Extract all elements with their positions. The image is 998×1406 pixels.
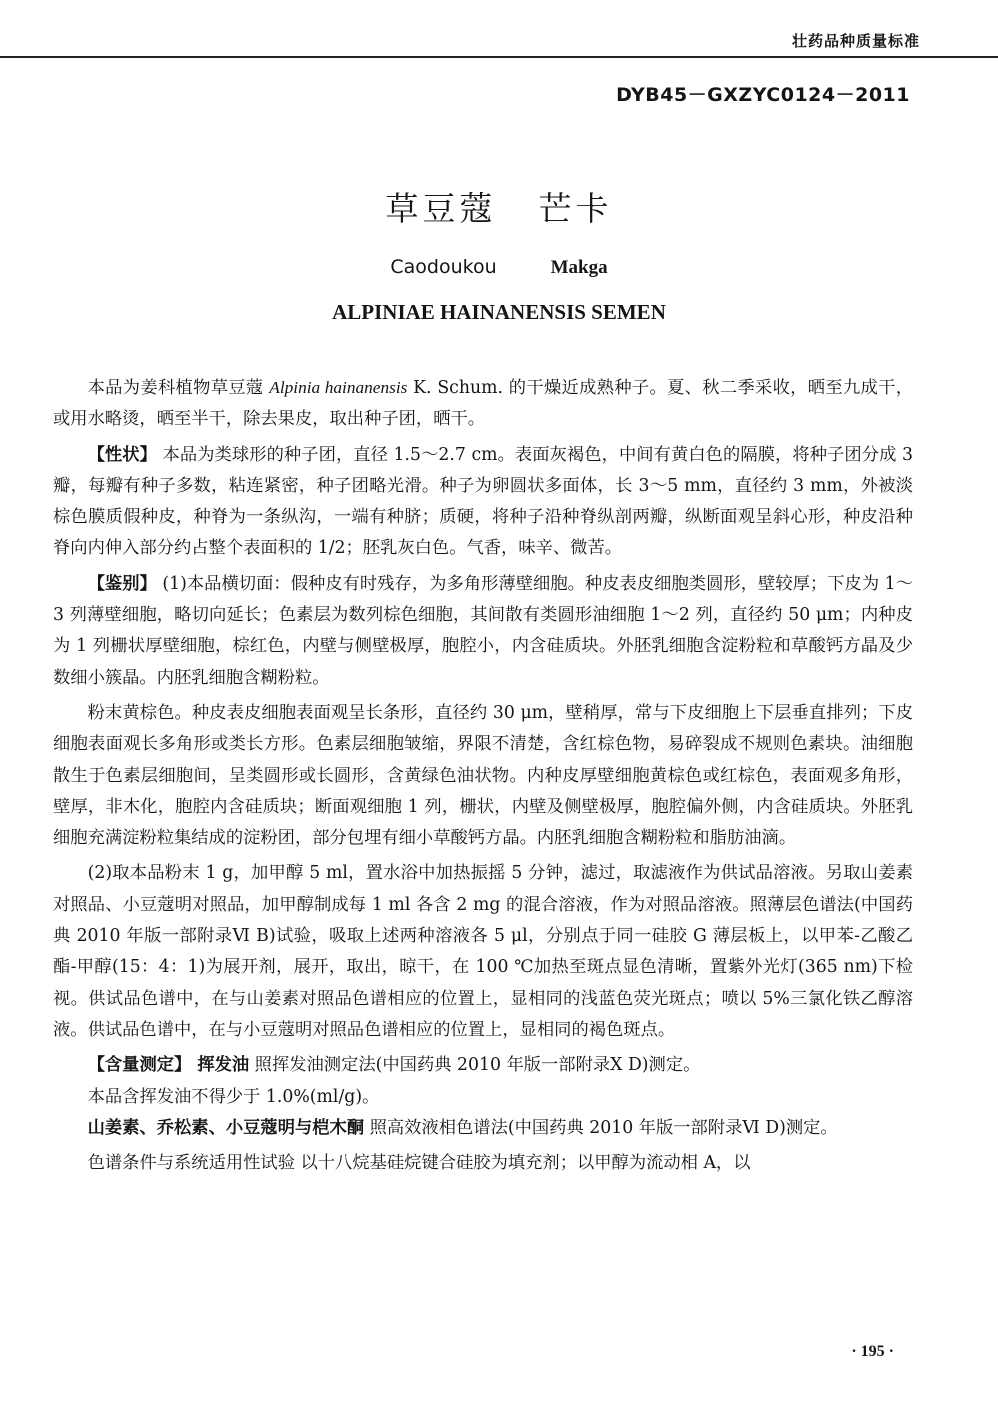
identification-paragraph-1: 【鉴别】 (1)本品横切面：假种皮有时残存，为多角形薄壁细胞。种皮表皮细胞类圆形，壁较厚；下皮为 1～3 列薄壁细胞，略切向延长；色素层为数列棕色细胞，其间散有类圆形油细胞 1～2 列，直径约 50 μm；内种皮为 1 列栅状厚壁细胞，棕红色，内壁与侧壁极厚，胞腔小，内含硅质块。外胚乳细胞含淀粉粒和草酸钙方晶及少数细小簇晶。内胚乳细胞含糊粉粒。 [53, 573, 913, 688]
title-zhuang: 芒卡 [538, 189, 613, 228]
assay-hplc-heading: 山姜素、乔松素、小豆蔻明与桤木酮 [87, 1117, 365, 1138]
page-header [0, 0, 998, 58]
title-chinese: 草豆蔻 [385, 189, 497, 228]
identification-heading: 【鉴别】 [87, 573, 157, 594]
title-zhuang-roman: Makga [550, 257, 608, 278]
assay-heading: 【含量测定】 [87, 1055, 192, 1076]
header-rule [0, 56, 998, 58]
chromatographic-conditions-heading: 色谱条件与系统适用性试验 [87, 1153, 295, 1174]
assay-limit: 本品含挥发油不得少于 1.0%(ml/g)。 [87, 1086, 380, 1107]
intro-paragraph: 本品为姜科植物草豆蔻 Alpinia hainanensis K. Schum. 的干燥近成熟种子。夏、秋二季采收，晒至九成干，或用水略烫，晒至半干，除去果皮，取出种子团，晒干。 [53, 378, 913, 430]
title-pinyin: Caodoukou [390, 256, 497, 278]
page-number: · 195 · [851, 1343, 894, 1360]
identification-paragraph-3: (2)取本品粉末 1 g，加甲醇 5 ml，置水浴中加热振摇 5 分钟，滤过，取滤液作为供试品溶液。另取山姜素对照品、小豆蔻明对照品，加甲醇制成每 1 ml 各含 2 mg 的混合溶液，作为对照品溶液。照薄层色谱法(中国药典 2010 年版一部附录Ⅵ B)试验，吸取上述两种溶液各 5 μl，分别点于同一硅胶 G 薄层板上，以甲苯-乙酸乙酯-甲醇(15：4：1)为展开剂，展开，取出，晾干，在 100 ℃加热至斑点显色清晰，置紫外光灯(365 nm)下检视。供试品色谱中，在与山姜素对照品色谱相应的位置上，显相同的浅蓝色荧光斑点；喷以 5%三氯化铁乙醇溶液。供试品色谱中，在与小豆蔻明对照品色谱相应的位置上，显相同的褐色斑点。 [53, 863, 913, 1040]
title-latin: ALPINIAE HAINANENSIS SEMEN [332, 300, 666, 324]
title-romanization [0, 256, 998, 279]
assay-hplc-paragraph: 山姜素、乔松素、小豆蔻明与桤木酮 照高效液相色谱法(中国药典 2010 年版一部附录Ⅵ D)测定。 [87, 1117, 838, 1138]
standard-code: DYB45－GXZYC0124－2011 [616, 84, 910, 106]
page-title [0, 183, 998, 230]
assay-paragraph: 【含量测定】 挥发油 照挥发油测定法(中国药典 2010 年版一部附录Ⅹ D)测定。 [87, 1055, 701, 1076]
species-name: Alpinia hainanensis [269, 378, 408, 397]
monograph-body [53, 372, 913, 1183]
assay-volatile-oil-heading: 挥发油 [191, 1055, 250, 1076]
chromatographic-conditions: 色谱条件与系统适用性试验 以十八烷基硅烷键合硅胶为填充剂；以甲醇为流动相 A，以 [87, 1153, 751, 1174]
identification-paragraph-2: 粉末黄棕色。种皮表皮细胞表面观呈长条形，直径约 30 μm，壁稍厚，常与下皮细胞上下层垂直排列；下皮细胞表面观长多角形或类长方形。色素层细胞皱缩，界限不清楚，含红棕色物，易碎裂成不规则色素块。油细胞散生于色素层细胞间，呈类圆形或长圆形，含黄绿色油状物。内种皮厚壁细胞黄棕色或红棕色，表面观多角形，壁厚，非木化，胞腔内含硅质块；断面观细胞 1 列，栅状，内壁及侧壁极厚，胞腔偏外侧，内含硅质块。外胚乳细胞充满淀粉粒集结成的淀粉团，部分包埋有细小草酸钙方晶。内胚乳细胞含糊粉粒和脂肪油滴。 [53, 702, 913, 849]
characters-heading: 【性状】 [87, 444, 157, 465]
series-title: 壮药品种质量标准 [791, 32, 920, 50]
characters-paragraph: 【性状】 本品为类球形的种子团，直径 1.5～2.7 cm。表面灰褐色，中间有黄白色的隔膜，将种子团分成 3 瓣，每瓣有种子多数，粘连紧密，种子团略光滑。种子为卵圆状多面体，长 3～5 mm，直径约 3 mm，外被淡棕色膜质假种皮，种脊为一条纵沟，一端有种脐；质硬，将种子沿种脊纵剖两瓣，纵断面观呈斜心形，种皮沿种脊向内伸入部分约占整个表面积的 1/2；胚乳灰白色。气香，味辛、微苦。 [53, 444, 913, 559]
